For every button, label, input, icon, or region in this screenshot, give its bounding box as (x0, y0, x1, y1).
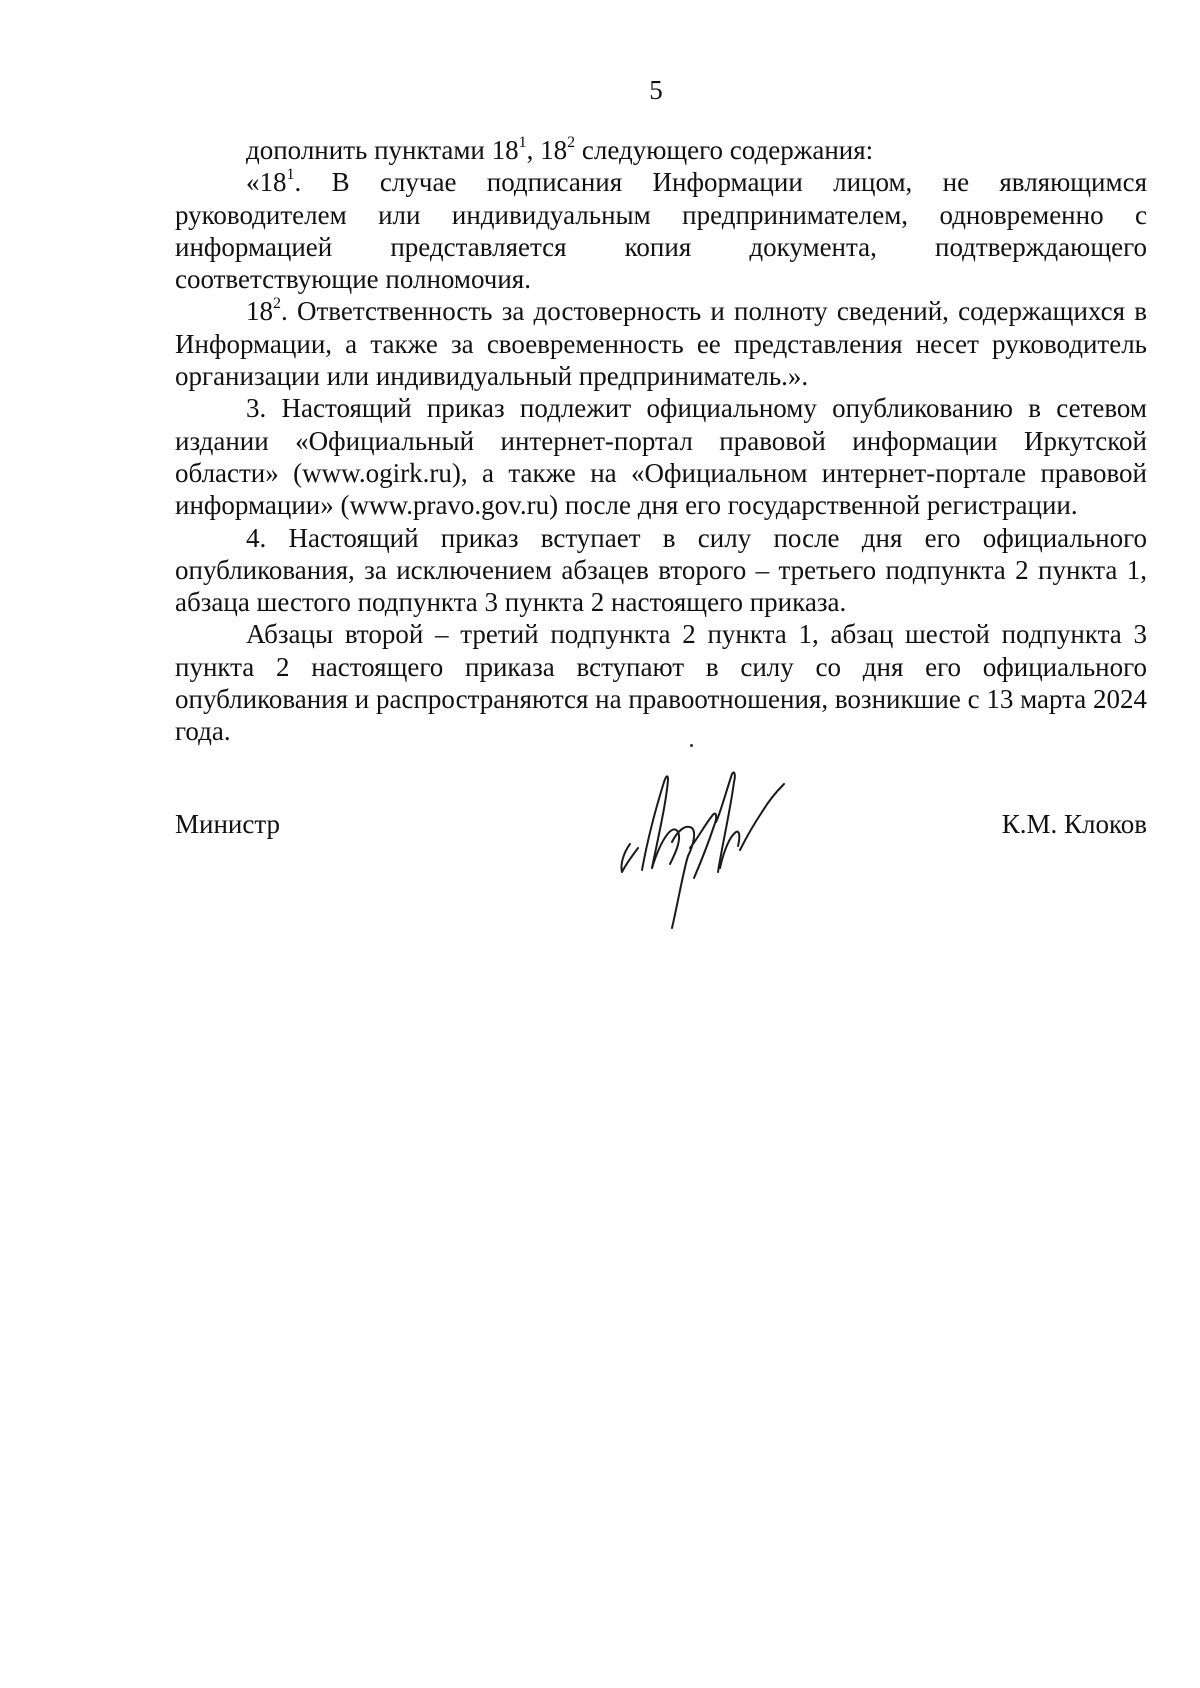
paragraph-text: , 18 (526, 135, 568, 165)
signer-name: К.М. Клоков (1001, 809, 1147, 839)
document-body (175, 134, 1147, 748)
paragraph-text: следующего содержания: (575, 135, 874, 165)
paragraph-text: 3. Настоящий приказ подлежит официальному опубликованию в сетевом издании «Официальный интернет-портал правовой информации Иркутской области» (www.ogirk.ru), а также на «Официальном интернет-портале правовой информации» (www.pravo.gov.ru) после дня его государственной регистрации. (175, 393, 1147, 521)
paragraph-text: 18 (246, 296, 273, 327)
paragraph (175, 522, 1147, 619)
signature-row (175, 808, 1147, 840)
paragraph (175, 295, 1147, 392)
paragraph (175, 618, 1147, 747)
paragraph (175, 392, 1147, 521)
paragraph-text: дополнить пунктами 18 (246, 135, 519, 165)
paragraph-text: . Ответственность за достоверность и полноту сведений, содержащихся в Информации, а также за своевременность ее представления несет руководитель организации или индивидуальный предприниматель.». (175, 296, 1147, 392)
paragraph-text: . В случае подписания Информации лицом, не являющимся руководителем или индивидуальным предпринимателем, одновременно с информацией представляется копия документа, подтверждающего соответствующие полномочия. (175, 167, 1147, 295)
paragraph (175, 166, 1147, 295)
paragraph-text: «18 (246, 167, 287, 198)
paragraph-text: 4. Настоящий приказ вступает в силу после дня его официального опубликования, за исключением абзацев второго – третьего подпункта 2 пункта 1, абзаца шестого подпункта 3 пункта 2 настоящего приказа. (175, 522, 1147, 618)
superscript: 1 (286, 166, 295, 184)
superscript: 2 (567, 134, 576, 151)
ink-dot (690, 744, 693, 747)
superscript: 2 (273, 295, 281, 313)
signer-position: Министр (175, 809, 280, 839)
superscript: 1 (518, 134, 527, 151)
handwritten-signature (612, 752, 842, 932)
paragraph-text: Абзацы второй – третий подпункта 2 пункта 1, абзац шестой подпункта 3 пункта 2 настоящего приказа вступают в силу со дня его официального опубликования и распространяются на правоотношения, возникшие с 13 марта 2024 года. (175, 619, 1147, 747)
paragraph (175, 134, 1147, 166)
page-number: 5 (649, 75, 663, 105)
